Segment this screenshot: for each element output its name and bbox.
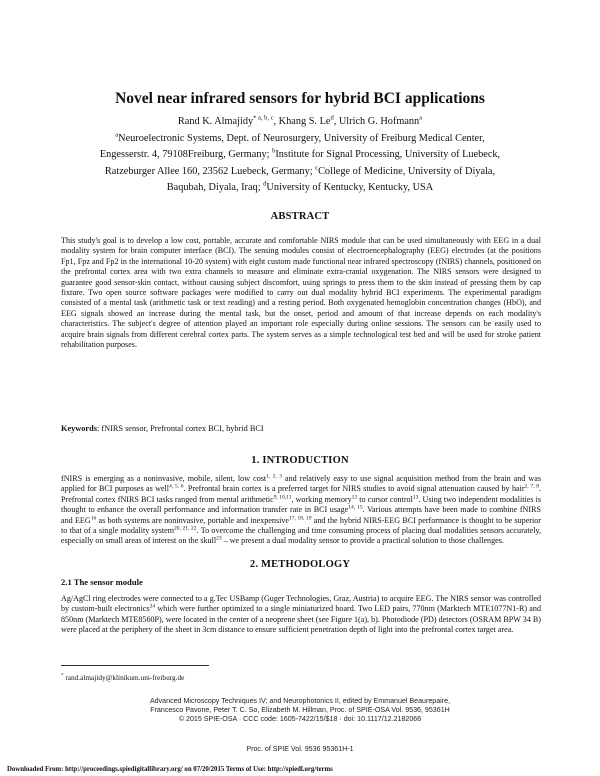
paper-title: Novel near infrared sensors for hybrid BCI applications (115, 90, 485, 107)
introduction-text: fNIRS is emerging as a noninvasive, mobile, silent, low cost$^{1, 2, 3}$ and relatively easy to use signal acquisition method from the brain and was applied for BCI purposes as well$^{4, 5, 6}$. Prefrontal brain cortex is a preferred target for NIRS studies to avoid signal attenuation caused by hair$^{2, 7, 8}$. Prefrontal cortex fNIRS BCI tasks ranged from mental arithmetic$^{9, 10,11}$, working memory$^{12}$ to cursor control$^{13}$. Using two independent modalities is thought to enhance the overall performance and information transfer rate in BCI usage$^{14, 15}$. Various attempts have been made to combine fNIRS and EEG$^{16}$ as both systems are noninvasive, portable and inexpensive$^{17, 18, 19}$ and the hybrid NIRS-EEG BCI performance is thought to be superior to that of a single modality system$^{20, 21, 22}$. To overcome the challenging and time consuming process of placing dual modalities sensors accurately, especially on small areas of interest on the skull$^{23}$ – we present a dual modality sensor to provide a practical solution to those challenges. (61, 473, 542, 546)
citation-block (0, 697, 600, 725)
download-notice[interactable]: Downloaded From: http://proceedings.spiedigitallibrary.org/ on 07/20/2015 Terms of Use: http://spiedl.org/terms (7, 766, 333, 773)
section-methodology-heading: 2. METHODOLOGY (249, 559, 351, 570)
abstract-heading: ABSTRACT (270, 211, 330, 222)
methodology-text: Ag/AgCl ring electrodes were connected to a g.Tec USBamp (Guger Technologies, Graz, Austria) to acquire EEG. The NIRS sensor was controlled by custom-built electronics$^{24}$ which were further optimized to a single miniaturized board. Two LED pairs, 770nm (Marktech MTE1077N1-R) and 850nm (Marktech MTE8560P), were located in the center of a neoprene sheet (see Figure 1(a), b). Photodiode (PD) detectors (OSRAM BPW 34 B) were placed at the periphery of the sheet in 3cm distance to ensure sufficient penetration depth of light into the prefrontal cortex target area. (61, 594, 541, 635)
citation-line-1: Advanced Microscopy Techniques IV; and Neurophotonics II, edited by Emmanuel Beaurepaire, (149, 697, 451, 705)
author-block (95, 112, 505, 194)
footnote-divider (61, 665, 209, 666)
page-number: Proc. of SPIE Vol. 9536 95361H-1 (246, 745, 354, 753)
subsection-sensor-module-heading: 2.1 The sensor module (61, 577, 143, 587)
citation-line-3: © 2015 SPIE-OSA · CCC code: 1605-7422/15/$18 · doi: 10.1117/12.2182066 (178, 715, 422, 724)
footnote-email: * rand.almajidy@klinikum.uni-freiburg.de (61, 673, 185, 682)
abstract-text: This study's goal is to develop a low cost, portable, accurate and comfortable NIRS module that can be used simultaneously with EEG in a dual modality system for brain computer interface (BCI). The sensing modules consist of electroencephalography (EEG) electrodes (at the positions Fp1, Fpz and Fp2 in the international 10-20 system) with eight custom made functional near infrared spectroscopy (fNIRS) channels, positioned on the prefrontal cortex area with two extra channels to measure and eliminate extra-cranial oxygenation. The NIRS sensors were designed to guarantee good sensor-skin contact, without causing subject discomfort, using springs to press them to the skin instead of pressing them by cap fixture. Two open source software packages were modified to carry out dual modality hybrid BCI experiments. The experimental paradigm consisted of a mental task (arithmetic task or text reading) and a resting period. Both oxygenated hemoglobin concentration changes (HbO), and EEG signals showed an increase during the mental task, but the onset, period and amount of that increase depends on each modality's characteristics. The subject's degree of attention played an important role especially during online sessions. The sensors can be easily used to acquire brain signals from different cerebral cortex parts. The system serves as a simple technological test bed and will be used for stroke patient rehabilitation purposes. (61, 236, 541, 350)
keywords: Keywords: fNIRS sensor, Prefrontal cortex BCI, hybrid BCI (61, 424, 264, 433)
citation-line-2: Francesco Pavone, Peter T. C. So, Elizabeth M. Hillman, Proc. of SPIE-OSA Vol. 9536, 95361H (150, 706, 450, 715)
author-list: Rand K. Almajidy$^{* a, b, c}$, Khang S. Le$^d$, Ulrich G. Hofmann$^a$ (177, 115, 423, 128)
affiliations: $^a$Neuroelectronic Systems, Dept. of Neurosurgery, University of Freiburg Medical Center, Engesserstr. 4, 79108Freiburg, Germany; $^b$Institute for Signal Processing, University of Luebeck, Ratzeburger Allee 160, 23562 Luebeck, Germany; $^c$College of Medicine, University of Diyala, Baqubah, Diyala, Iraq; $^d$University of Kentucky, Kentucky, USA (99, 131, 501, 194)
section-introduction-heading: 1. INTRODUCTION (251, 455, 349, 466)
